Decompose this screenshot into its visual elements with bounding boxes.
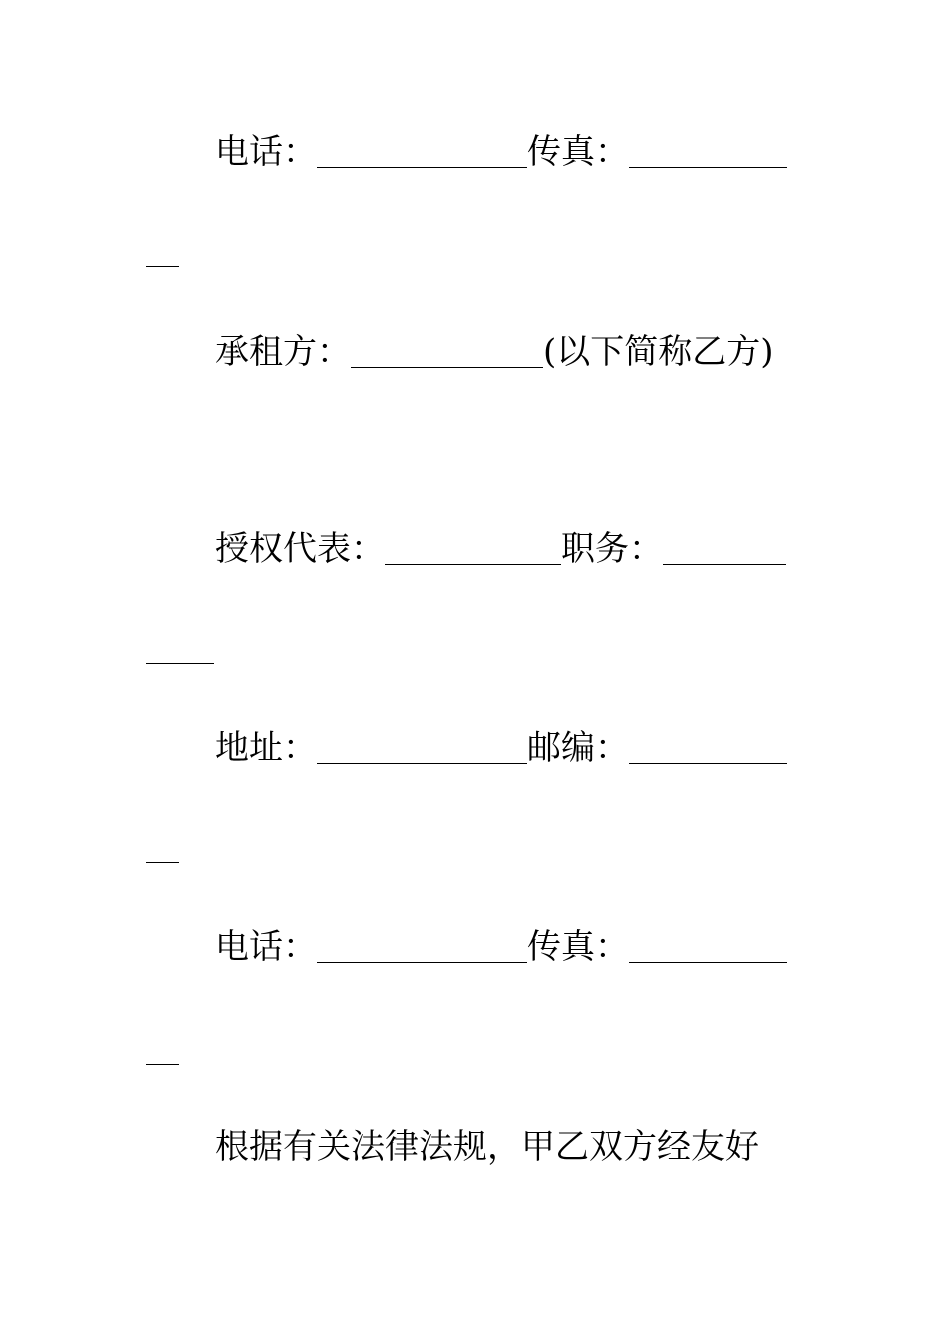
address-label: 地址： — [215, 728, 317, 768]
lessee-rep-line — [215, 529, 786, 569]
fax-label: 传真： — [527, 927, 629, 967]
rep-field[interactable] — [385, 534, 561, 565]
postcode-label: 邮编： — [527, 728, 629, 768]
title-label: 职务： — [561, 529, 663, 569]
lessee-phone-fax-line — [215, 927, 787, 967]
phone-field[interactable] — [317, 137, 527, 168]
lessee-suffix: (以下简称乙方) — [543, 332, 774, 372]
postcode-field[interactable] — [629, 733, 787, 764]
phone-field[interactable] — [317, 932, 527, 963]
title-field-continuation[interactable] — [146, 662, 214, 664]
rep-label: 授权代表： — [215, 529, 385, 569]
address-field[interactable] — [317, 733, 527, 764]
fax-field[interactable] — [629, 932, 787, 963]
lessee-address-line — [215, 728, 787, 768]
fax-field-continuation[interactable] — [146, 1063, 179, 1065]
body-text: 根据有关法律法规，甲乙双方经友好 — [215, 1127, 759, 1167]
fax-label: 传真： — [527, 132, 629, 172]
postcode-field-continuation[interactable] — [146, 861, 179, 863]
fax-field[interactable] — [629, 137, 787, 168]
lessor-phone-fax-line — [215, 132, 787, 172]
phone-label: 电话： — [215, 927, 317, 967]
lessee-field[interactable] — [351, 337, 543, 368]
lessee-label: 承租方： — [215, 332, 351, 372]
body-paragraph — [215, 1127, 759, 1167]
lessee-line — [215, 332, 774, 372]
fax-field-continuation[interactable] — [146, 265, 179, 267]
phone-label: 电话： — [215, 132, 317, 172]
title-field[interactable] — [663, 534, 786, 565]
